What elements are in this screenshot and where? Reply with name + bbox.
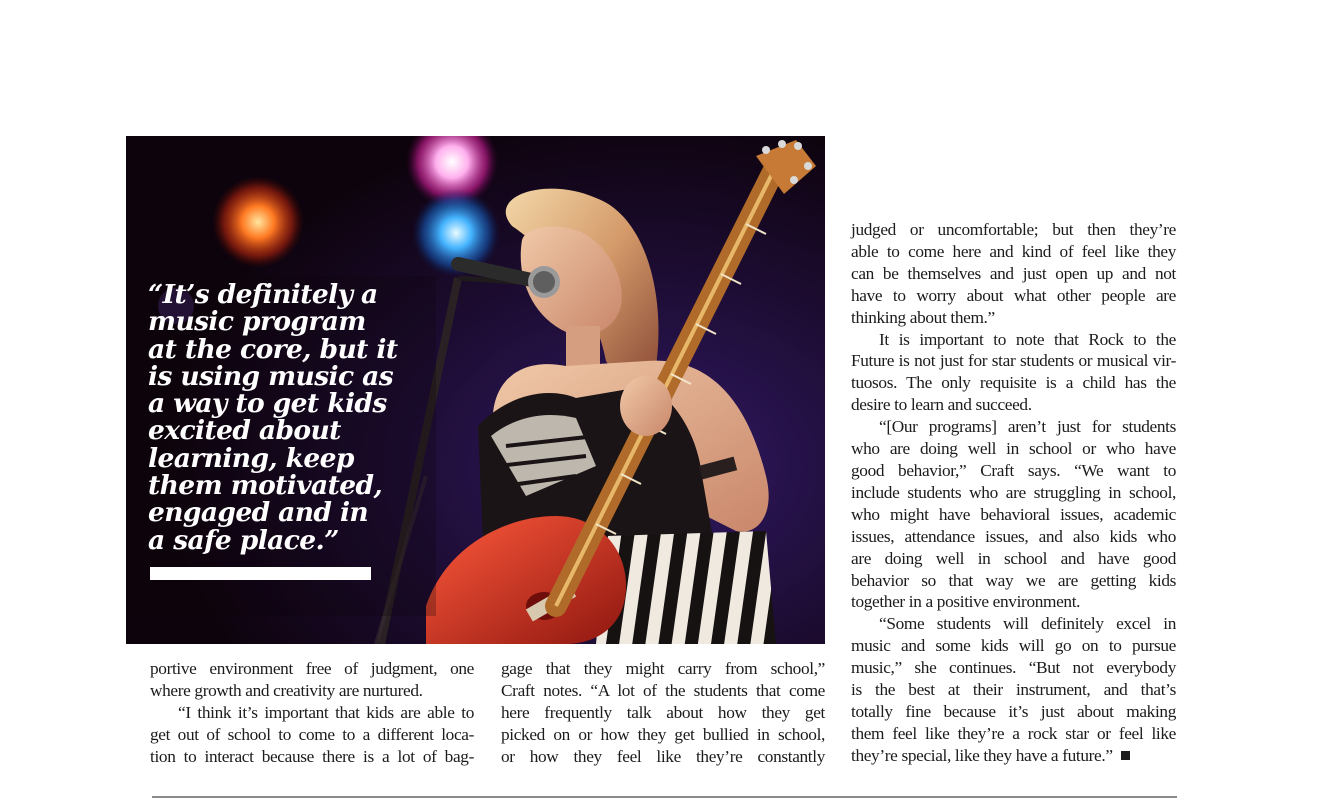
article-photo bbox=[126, 136, 825, 644]
body-line: or how they feel like they’re constantly bbox=[501, 746, 825, 766]
pull-quote-line: music program bbox=[148, 306, 366, 338]
body-line: include students who are struggling in school, bbox=[851, 482, 1176, 502]
body-line: where growth and creativity are nurtured. bbox=[150, 680, 423, 700]
pull-quote-line: a safe place.” bbox=[148, 524, 339, 556]
body-line: picked on or how they get bullied in school, bbox=[501, 724, 825, 744]
pull-quote-line: excited about bbox=[148, 415, 341, 447]
body-line: judged or uncomfortable; but then they’re bbox=[851, 220, 1176, 239]
body-line-final bbox=[851, 745, 1176, 767]
pull-quote bbox=[148, 281, 448, 554]
body-line: “Some students will definitely excel in bbox=[879, 614, 1176, 634]
body-line: good behavior,” Craft says. “We want to bbox=[851, 460, 1176, 480]
body-line: issues, attendance issues, and also kids who bbox=[851, 526, 1176, 546]
body-line: Future is not just for star students or musical vir- bbox=[851, 351, 1176, 371]
body-line: desire to learn and succeed. bbox=[851, 395, 1032, 415]
pull-quote-line: a way to get kids bbox=[148, 388, 387, 420]
pull-quote-line: at the core, but it bbox=[148, 333, 398, 365]
body-line: portive environment free of judgment, one bbox=[150, 659, 474, 678]
pull-quote-line: learning, keep bbox=[148, 442, 354, 474]
body-line: who might have behavioral issues, academic bbox=[851, 504, 1176, 524]
body-line: tion to interact because there is a lot of bag- bbox=[150, 746, 474, 766]
body-line: are doing well in school and have good bbox=[851, 548, 1176, 568]
body-line: them feel like they’re a rock star or feel like bbox=[851, 723, 1176, 743]
body-line: behavior so that way we are getting kids bbox=[851, 570, 1176, 590]
body-line: is the best at their instrument, and that’s bbox=[851, 680, 1176, 700]
body-column-right bbox=[851, 219, 1176, 767]
body-line: gage that they might carry from school,” bbox=[501, 659, 825, 678]
pull-quote-line: engaged and in bbox=[148, 497, 369, 529]
pull-quote-line: “It’s definitely a bbox=[148, 279, 378, 310]
body-line: can be themselves and just open up and not bbox=[851, 263, 1176, 283]
body-line: here frequently talk about how they get bbox=[501, 702, 825, 722]
body-line: Craft notes. “A lot of the students that come bbox=[501, 680, 825, 700]
body-line: music,” she continues. “But not everybody bbox=[851, 658, 1176, 678]
pull-quote-line: them motivated, bbox=[148, 470, 383, 502]
body-line: totally fine because it’s just about making bbox=[851, 701, 1176, 721]
body-line: get out of school to come to a different loca- bbox=[150, 724, 474, 744]
body-line: “I think it’s important that kids are able to bbox=[178, 702, 474, 722]
body-line: able to come here and kind of feel like they bbox=[851, 241, 1176, 261]
body-line: music and some kids will go on to pursue bbox=[851, 636, 1176, 656]
body-line: who are doing well in school or who have bbox=[851, 439, 1176, 459]
end-mark-icon bbox=[1121, 751, 1130, 760]
body-line: have to worry about what other people are bbox=[851, 285, 1176, 305]
body-line: together in a positive environment. bbox=[851, 592, 1081, 612]
body-line: tuosos. The only requisite is a child has the bbox=[851, 373, 1176, 393]
pull-quote-line: is using music as bbox=[148, 360, 394, 392]
body-line: It is important to note that Rock to the bbox=[879, 329, 1176, 349]
body-column-middle bbox=[501, 658, 825, 768]
pull-quote-rule bbox=[150, 567, 371, 580]
body-line-text: they’re special, like they have a future.” bbox=[851, 745, 1113, 765]
body-line: thinking about them.” bbox=[851, 307, 995, 327]
body-column-left bbox=[150, 658, 474, 768]
body-line: “[Our programs] aren’t just for students bbox=[879, 417, 1176, 437]
